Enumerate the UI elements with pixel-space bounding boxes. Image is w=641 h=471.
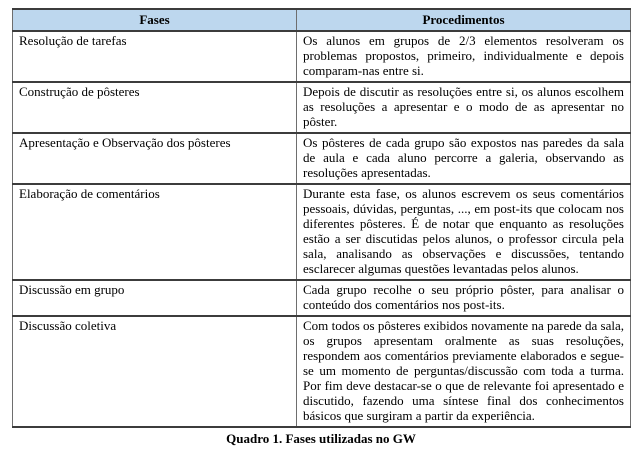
procedure-cell-discussao-em-grupo: Cada grupo recolhe o seu próprio pôster, para analisar o conteúdo dos comentários nos post-its. — [297, 280, 631, 316]
table-header-procedimentos: Procedimentos — [297, 9, 631, 31]
table-header-row — [13, 9, 631, 31]
table-row — [13, 316, 631, 427]
table-row — [13, 280, 631, 316]
phase-cell-apresentacao-e-observacao: Apresentação e Observação dos pôsteres — [13, 133, 297, 184]
phase-cell-construcao-de-posteres: Construção de pôsteres — [13, 82, 297, 133]
procedure-cell-resolucao-de-tarefas: Os alunos em grupos de 2/3 elementos resolveram os problemas propostos, primeiro, individualmente e depois comparam-nas entre si. — [297, 31, 631, 82]
table-header-fases: Fases — [13, 9, 297, 31]
phase-cell-elaboracao-de-comentarios: Elaboração de comentários — [13, 184, 297, 280]
procedure-cell-construcao-de-posteres: Depois de discutir as resoluções entre si, os alunos escolhem as resoluções a apresentar e o modo de as apresentar no pôster. — [297, 82, 631, 133]
table-row — [13, 133, 631, 184]
procedure-cell-elaboracao-de-comentarios: Durante esta fase, os alunos escrevem os seus comentários pessoais, dúvidas, perguntas, ..., em post-its que colocam nos diferentes pôsteres. É de notar que enquanto as resoluções estão a ser discutidas pelos alunos, o professor circula pela sala, analisando as observações e discussões, tentando esclarecer algumas questões levantadas pelos alunos. — [297, 184, 631, 280]
phase-cell-discussao-coletiva: Discussão coletiva — [13, 316, 297, 427]
phase-cell-discussao-em-grupo: Discussão em grupo — [13, 280, 297, 316]
table-caption: Quadro 1. Fases utilizadas no GW — [226, 431, 416, 446]
phase-cell-resolucao-de-tarefas: Resolução de tarefas — [13, 31, 297, 82]
table-row — [13, 31, 631, 82]
table-row — [13, 82, 631, 133]
procedure-cell-apresentacao-e-observacao: Os pôsteres de cada grupo são expostos nas paredes da sala de aula e cada aluno percorre a galeria, observando as resoluções apresentadas. — [297, 133, 631, 184]
table-row — [13, 184, 631, 280]
procedure-cell-discussao-coletiva: Com todos os pôsteres exibidos novamente na parede da sala, os grupos apresentam oralmente as suas resoluções, respondem aos comentários previamente elaborados e segue-se um momento de perguntas/discussão com toda a turma. Por fim deve destacar-se o que de relevante foi apresentado e discutido, fazendo uma síntese final dos conhecimentos básicos que surgiram a partir da experiência. — [297, 316, 631, 427]
fases-procedimentos-table — [12, 8, 631, 428]
